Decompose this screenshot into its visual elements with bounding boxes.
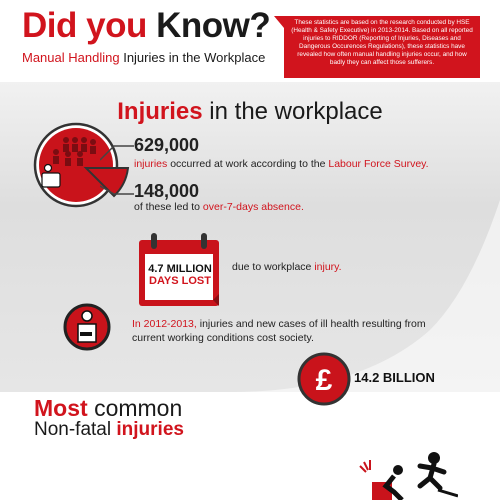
stat-absence-start: of these led to [134, 201, 200, 213]
stat-injuries-mid: occurred at work according to the [170, 158, 326, 170]
falling-person-icon [408, 450, 458, 500]
stat-absence-text [134, 201, 304, 213]
research-note-box: These statistics are based on the research conducted by HSE (Health & Safety Executive) in 2013-2014. Based on all reported injuries to RIDDOR (Reporting of Injuries, Diseases and Dangerous Occurences Regulations), these statistics have revealed how often manual handling injuries occur, and how badly they can affect those sufferers. [284, 16, 480, 78]
stat-injuries-text [134, 158, 429, 170]
subtitle-part1: Manual Handling [22, 50, 120, 65]
most-part2: common [94, 395, 183, 421]
title-part2: Know? [156, 6, 271, 45]
stat-injuries-number: 629,000 [134, 135, 200, 155]
calendar-text [145, 263, 215, 287]
most-part1: Most [34, 395, 88, 421]
stat-days-text [232, 261, 342, 273]
calendar-line2: DAYS LOST [149, 275, 211, 287]
injured-person-icon [62, 302, 112, 352]
most-common-heading [34, 395, 182, 422]
pound-symbol: £ [315, 364, 333, 397]
nonfatal-heading [34, 419, 184, 441]
stat-cost-line2: current working conditions cost society. [132, 332, 314, 344]
pound-coin-icon [296, 351, 352, 407]
section-title-part2: in the workplace [209, 98, 383, 125]
stat-cost-red: In 2012-2013, [132, 318, 197, 330]
stat-absence-red: over-7-days absence. [202, 201, 304, 213]
title-part1: Did you [22, 6, 147, 45]
stat-cost-amount: 14.2 BILLION [354, 370, 435, 385]
lifting-person-icon [358, 460, 408, 500]
stat-absence-number: 148,000 [134, 181, 200, 201]
stat-injuries-end: Labour Force Survey. [328, 158, 429, 170]
stat-days-red: injury. [314, 261, 342, 273]
nonfatal-part1: Non-fatal [34, 419, 112, 440]
stat-injuries-red: injuries [134, 158, 168, 170]
subtitle-part2: Injuries in the Workplace [123, 50, 266, 65]
nonfatal-part2: injuries [116, 419, 184, 440]
calendar-line1: 4.7 MILLION [148, 263, 212, 275]
stat-days-start: due to workplace [232, 261, 312, 273]
stat-cost-line1 [132, 318, 426, 330]
stat-cost-text1: injuries and new cases of ill health resulting from [199, 318, 426, 330]
section-title-part1: Injuries [117, 98, 203, 125]
